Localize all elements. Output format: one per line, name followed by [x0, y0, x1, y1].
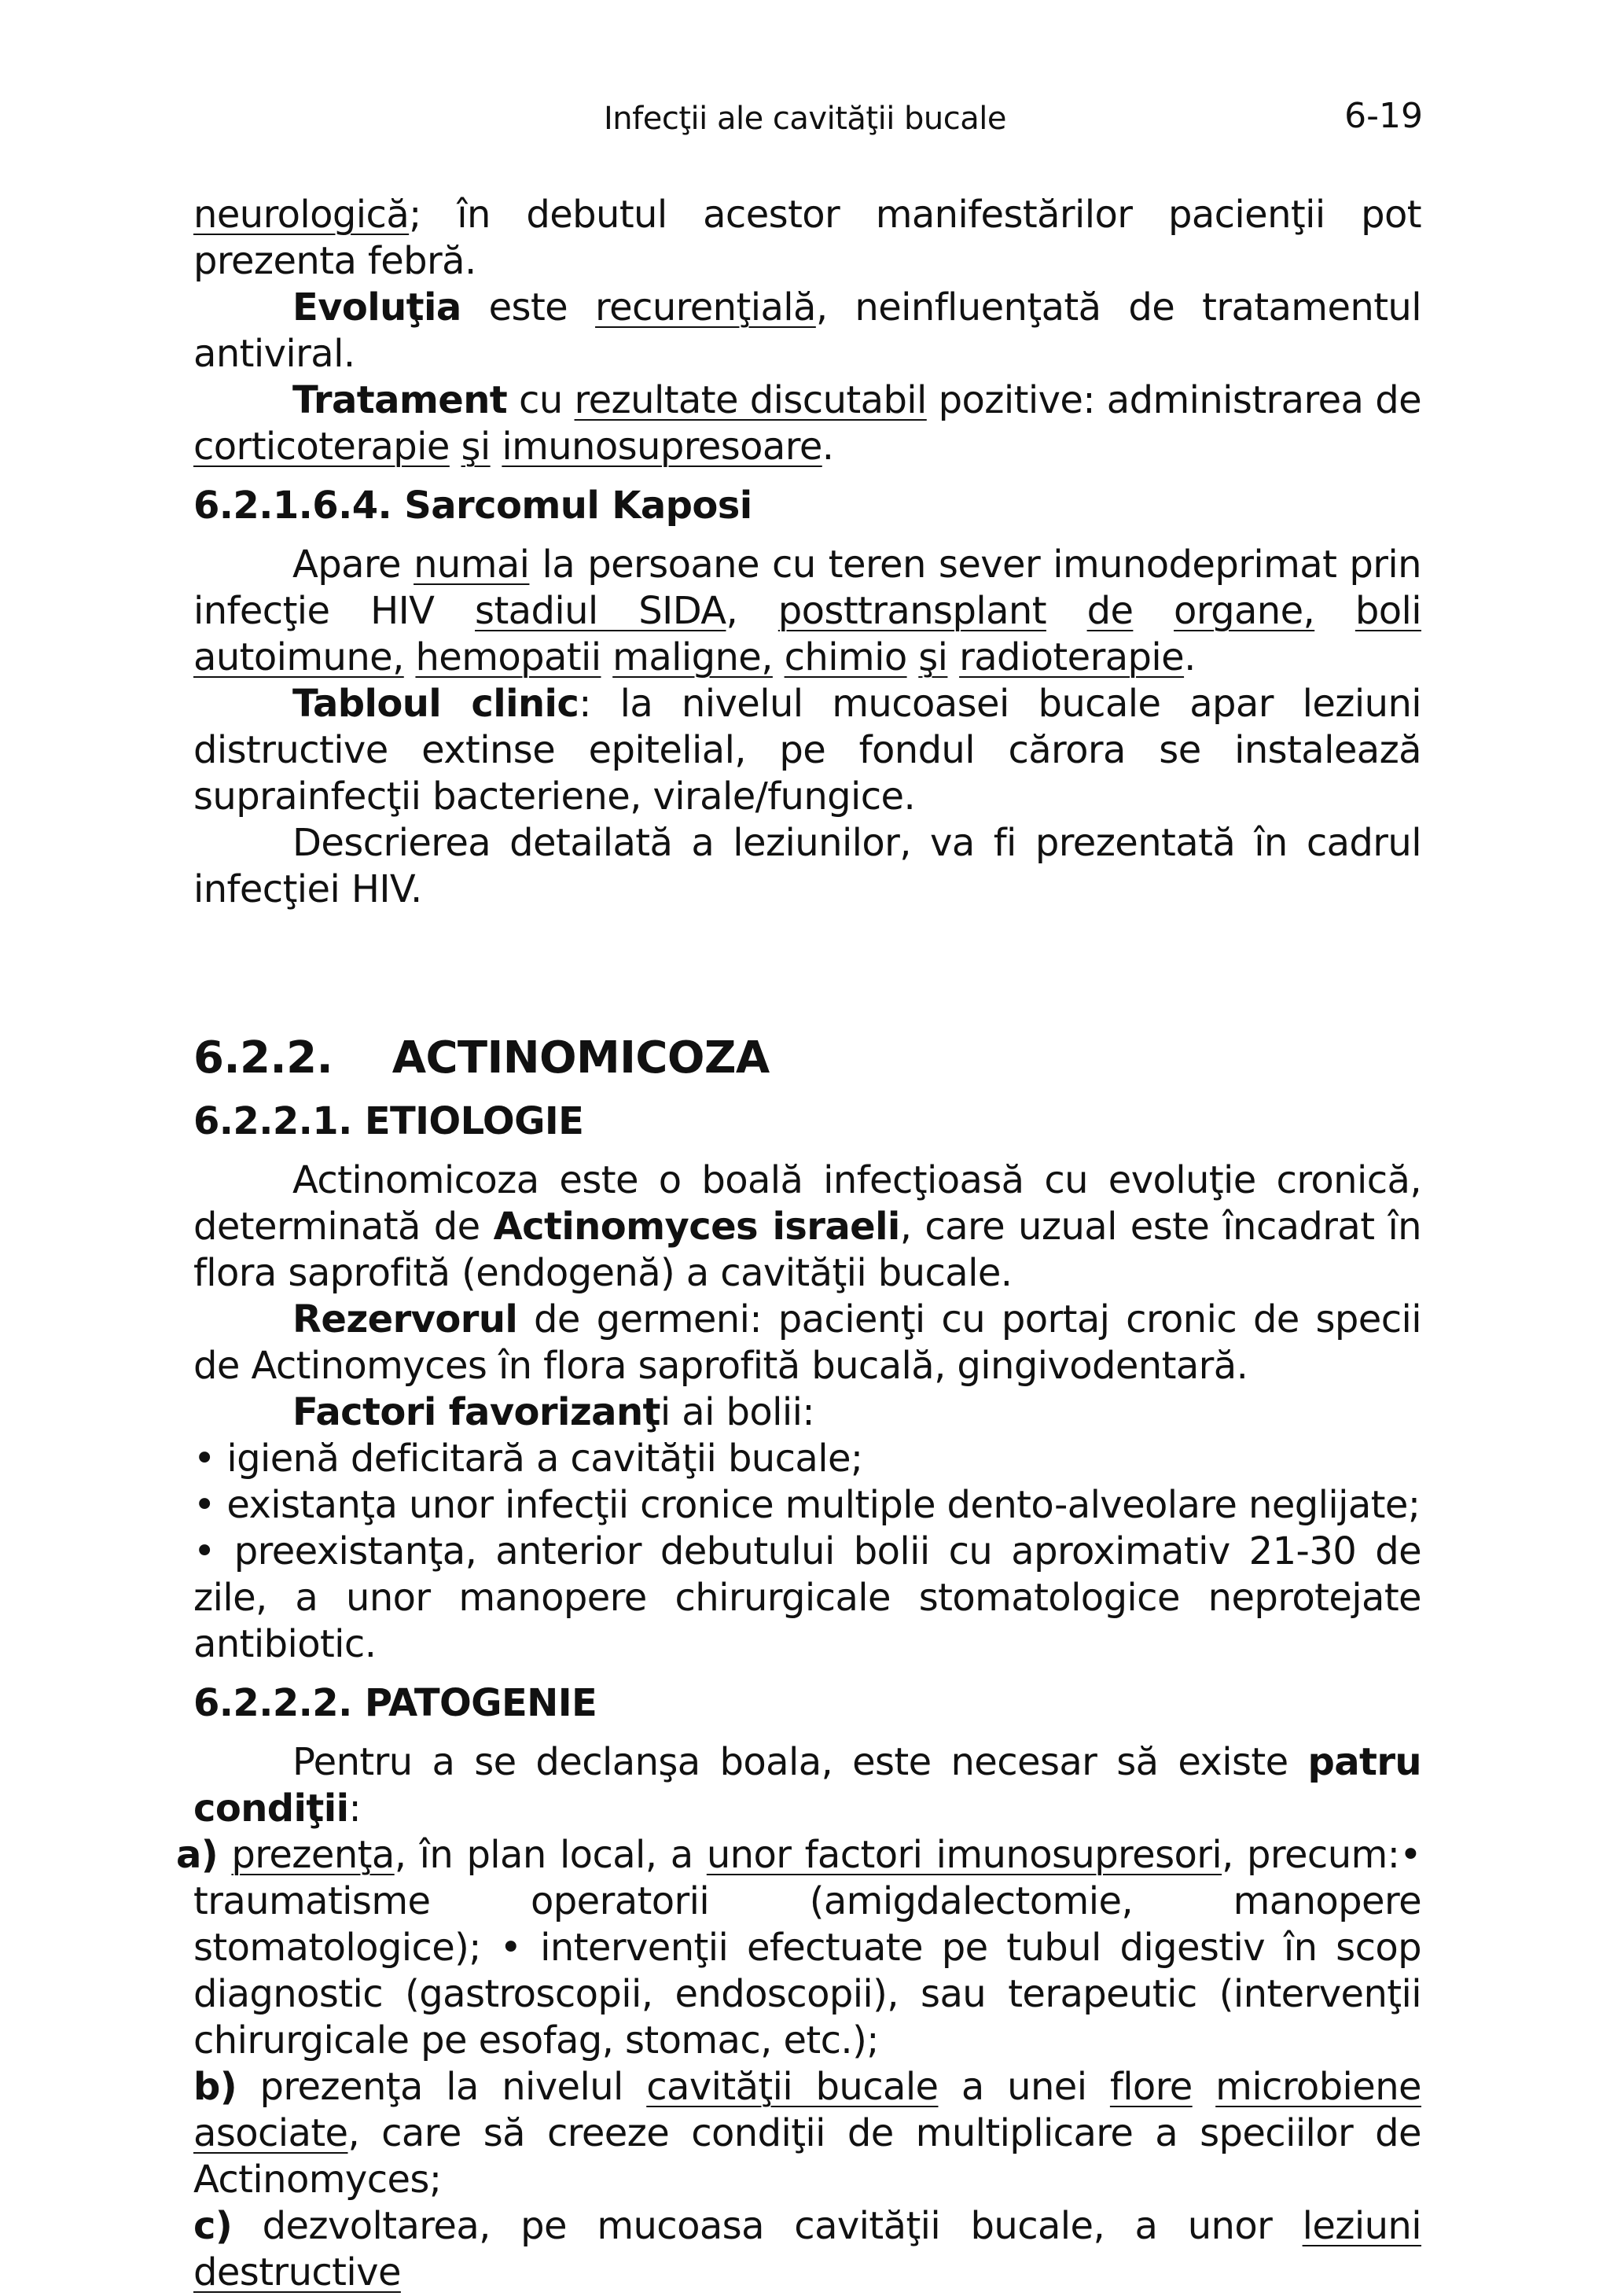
heading-patogenie: 6.2.2.2. PATOGENIE [193, 1681, 597, 1725]
paragraph-neurologica [193, 192, 1421, 285]
text-run [450, 425, 461, 469]
bullet-item: • preexistanţa, anterior debutului bolii cu aproximativ 21-30 de zile, a unor manopere chirurgicale stomatologice neprotejate antibiotic. [193, 1529, 1421, 1666]
paragraph-apare [193, 542, 1421, 681]
paragraph-tratament [193, 377, 1421, 470]
underlined-term: şi [461, 425, 491, 469]
heading-actinomicoza: 6.2.2. ACTINOMICOZA [193, 1032, 770, 1084]
paragraph-actinomicoza [193, 1157, 1421, 1297]
underlined-term: radioterapie [959, 635, 1185, 679]
paragraph-tabloul-clinic [193, 681, 1421, 820]
text-run [1046, 589, 1087, 633]
underlined-term: numai [414, 543, 530, 587]
bold-term: Actinomyces israeli [493, 1205, 900, 1249]
underlined-term: boli [1355, 589, 1421, 633]
text-run [947, 635, 959, 679]
heading-sarcomul-kaposi: 6.2.1.6.4. Sarcomul Kaposi [193, 484, 752, 528]
underlined-term: leziuni [1302, 2204, 1421, 2248]
paragraph-evolutia [193, 285, 1421, 377]
paragraph-factori [193, 1389, 1421, 1436]
underlined-term: cavităţii bucale [646, 2065, 939, 2109]
bold-term: patru condiţii [193, 1740, 1421, 1831]
text-run: Pentru a se declanşa boala, este necesar să existe [292, 1740, 1308, 1784]
text-run: , neinfluenţată de tratamentul antiviral. [193, 285, 1421, 376]
text-run: , care uzual este încadrat în flora saprofită (endogenă) a cavităţii bucale. [193, 1205, 1421, 1295]
text-run [1133, 589, 1174, 633]
underlined-term: destructive [193, 2250, 401, 2294]
text-run: , precum:• traumatisme operatorii (amigdalectomie, manopere stomatologice); • intervenţii efectuate pe tubul digestiv în scop diagnostic (gastroscopii, endoscopii), sau terapeutic (intervenţii chirurgicale pe esofag, stomac, etc.); [193, 1833, 1421, 2062]
text-run: . [822, 425, 834, 469]
underlined-term: şi [918, 635, 948, 679]
paragraph-conditii [193, 1739, 1421, 1832]
underlined-term: imunosupresoare [502, 425, 822, 469]
text-run: Descrierea detailată a leziunilor, va fi prezentată în cadrul infecţiei HIV. [193, 821, 1421, 911]
page-header [0, 93, 1610, 140]
text-run: i ai bolii: [660, 1390, 814, 1434]
underlined-term: organe, [1174, 589, 1315, 633]
text-run: , care să creeze condiţii de multiplicare a speciilor de Actinomyces; [193, 2111, 1421, 2202]
text-run [907, 635, 919, 679]
underlined-term: unor factori imunosupresori [706, 1833, 1222, 1877]
text-run: , în plan local, a [394, 1833, 707, 1877]
text-run: , [726, 589, 778, 633]
list-label: c) [193, 2204, 233, 2248]
underlined-term: chimio [784, 635, 907, 679]
list-label: b) [193, 2065, 237, 2109]
page-body [176, 192, 1422, 2296]
condition-a [176, 1832, 1421, 2064]
text-run: dezvoltarea, pe mucoasa cavităţii bucale, a unor [232, 2204, 1303, 2248]
bold-term: Evoluţia [292, 285, 461, 329]
underlined-term: stadiul SIDA [475, 589, 726, 633]
condition-c [193, 2203, 1421, 2296]
text-run: Apare [292, 543, 414, 587]
bold-term: Factori favorizanţ [292, 1390, 660, 1434]
heading-etiologie: 6.2.2.1. ETIOLOGIE [193, 1099, 584, 1143]
bold-term: Tabloul clinic [292, 682, 579, 726]
bold-term: Tratament [292, 378, 508, 422]
text-run [404, 635, 416, 679]
underlined-term: microbiene [1215, 2065, 1421, 2109]
running-title: Infecţii ale cavităţii bucale [604, 101, 1006, 137]
bullet-item: • igienă deficitară a cavităţii bucale; [193, 1437, 863, 1481]
underlined-term: neurologică [193, 193, 410, 237]
underlined-term: rezultate discutabil [574, 378, 927, 422]
text-run: este [461, 285, 596, 329]
text-run [218, 1833, 231, 1877]
underlined-term: hemopatii [415, 635, 601, 679]
text-run: : [348, 1786, 362, 1831]
underlined-term: posttransplant [777, 589, 1046, 633]
text-run: Actinomicoza este o boală infecţioasă cu evoluţie cronică, determinată de [193, 1158, 1421, 1249]
text-run: cu [507, 378, 575, 422]
text-run: la persoane cu teren sever imunodeprimat prin infecţie HIV [193, 543, 1421, 633]
underlined-term: asociate [193, 2111, 348, 2155]
underlined-term: de [1086, 589, 1134, 633]
bold-term: Rezervorul [292, 1297, 518, 1341]
underlined-term: recurenţială [595, 285, 816, 329]
paragraph-descrierea [193, 820, 1421, 913]
page-number: 6-19 [1344, 96, 1423, 136]
underlined-term: autoimune, [193, 635, 404, 679]
underlined-term: prezenţa [231, 1833, 395, 1877]
paragraph-rezervorul [193, 1297, 1421, 1389]
text-run: prezenţa la nivelul [237, 2065, 647, 2109]
text-run [1193, 2065, 1215, 2109]
underlined-term: flore [1109, 2065, 1193, 2109]
underlined-term: corticoterapie [193, 425, 450, 469]
text-run [491, 425, 502, 469]
list-label: a) [176, 1833, 219, 1877]
text-run: a unei [938, 2065, 1110, 2109]
bullet-item: • existanţa unor infecţii cronice multiple dento-alveolare neglijate; [193, 1483, 1421, 1527]
underlined-term: maligne, [612, 635, 773, 679]
text-run: . [1184, 635, 1196, 679]
condition-b [193, 2064, 1421, 2203]
text-run: pozitive: administrarea de [926, 378, 1421, 422]
text-run [601, 635, 613, 679]
text-run: de germeni: pacienţi cu portaj cronic de specii de Actinomyces în flora saprofită bucală, gingivodentară. [193, 1297, 1421, 1388]
text-run: ; în debutul acestor manifestărilor pacienţii pot prezenta febră. [193, 193, 1421, 283]
text-run: : la nivelul mucoasei bucale apar leziuni distructive extinse epitelial, pe fondul cărora se instalează suprainfecţii bacteriene, virale/fungice. [193, 682, 1422, 819]
text-run [773, 635, 785, 679]
text-run [1314, 589, 1355, 633]
